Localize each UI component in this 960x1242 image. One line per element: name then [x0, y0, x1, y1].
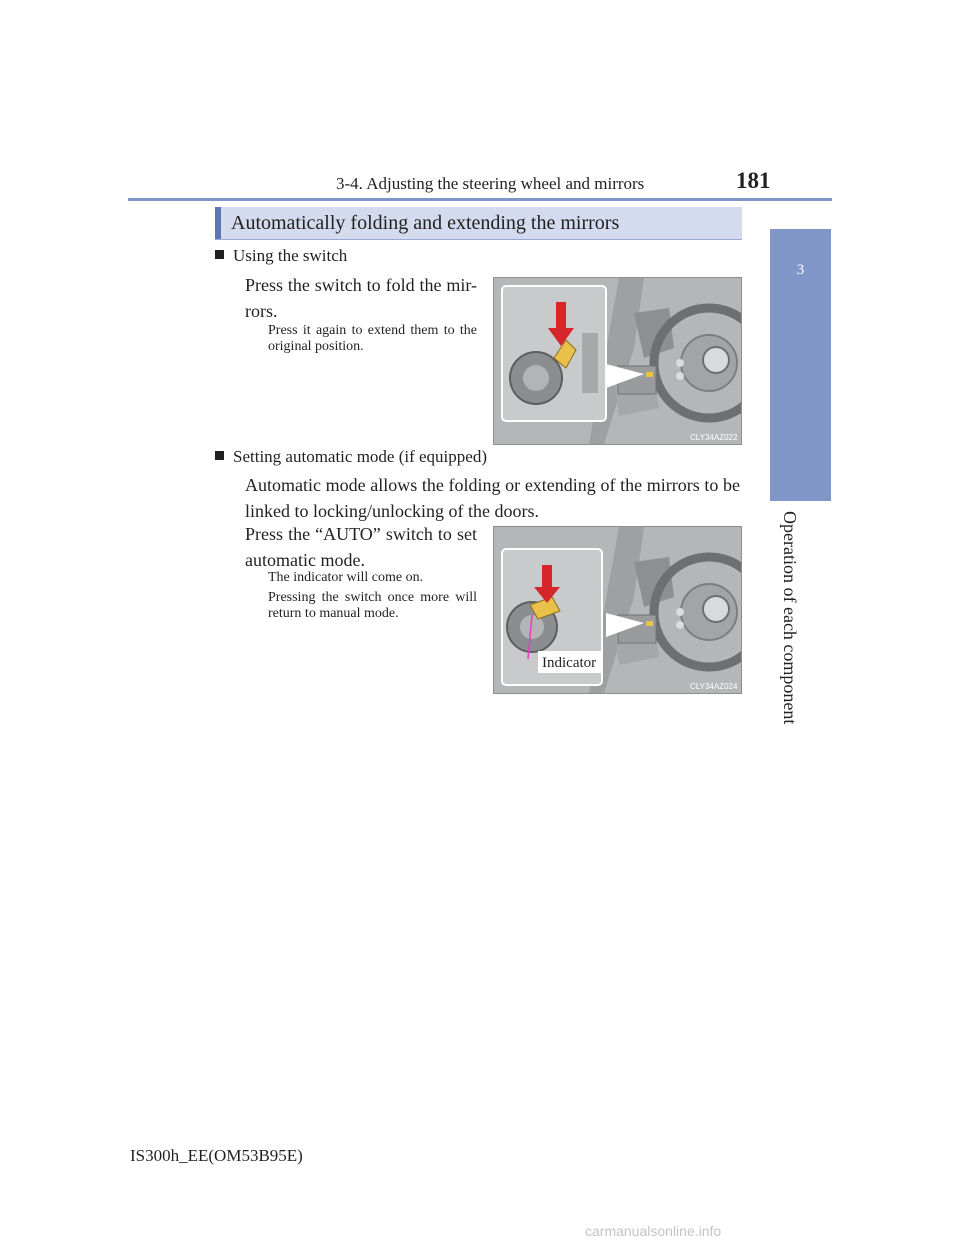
bullet-heading-using-switch: Using the switch	[215, 246, 347, 266]
figure-auto-switch	[493, 526, 742, 694]
bullet-square-icon	[215, 451, 224, 460]
section-heading-marker	[215, 207, 221, 240]
chapter-number: 3	[796, 262, 805, 278]
model-code: IS300h_EE(OM53B95E)	[130, 1146, 303, 1165]
note-manual: Pressing the switch once more will return to manual mode.	[268, 590, 477, 621]
bullet-square-icon	[215, 250, 224, 259]
note-indicator: The indicator will come on.	[268, 570, 424, 585]
section-title: Automatically folding and extending the mirrors	[231, 212, 620, 234]
watermark: carmanualsonline.info	[585, 1223, 722, 1239]
instruction-auto: Press the “AUTO” switch to set automatic mode.	[245, 524, 477, 570]
figure-illustration	[494, 527, 741, 693]
figure-label-indicator: Indicator	[542, 655, 597, 671]
running-header: 3-4. Adjusting the steering wheel and mirrors	[336, 174, 645, 193]
instruction-fold: Press the switch to fold the mir-rors.	[245, 275, 477, 321]
figure-mirror-switch	[493, 277, 742, 445]
section-heading-rule	[215, 239, 742, 240]
chapter-title: Operation of each component	[780, 511, 800, 725]
bullet-heading-auto-mode: Setting automatic mode (if equipped)	[215, 447, 487, 467]
figure-code: CLY34AZ022	[690, 433, 738, 442]
header-rule	[128, 198, 832, 201]
figure-illustration	[494, 278, 741, 444]
note-extend: Press it again to extend them to the original position.	[268, 323, 477, 354]
page-number: 181	[736, 168, 771, 193]
figure-code: CLY34AZ024	[690, 682, 738, 691]
auto-mode-description: Automatic mode allows the folding or extending of the mirrors to be linked to locking/unlocking of the doors.	[245, 475, 740, 521]
